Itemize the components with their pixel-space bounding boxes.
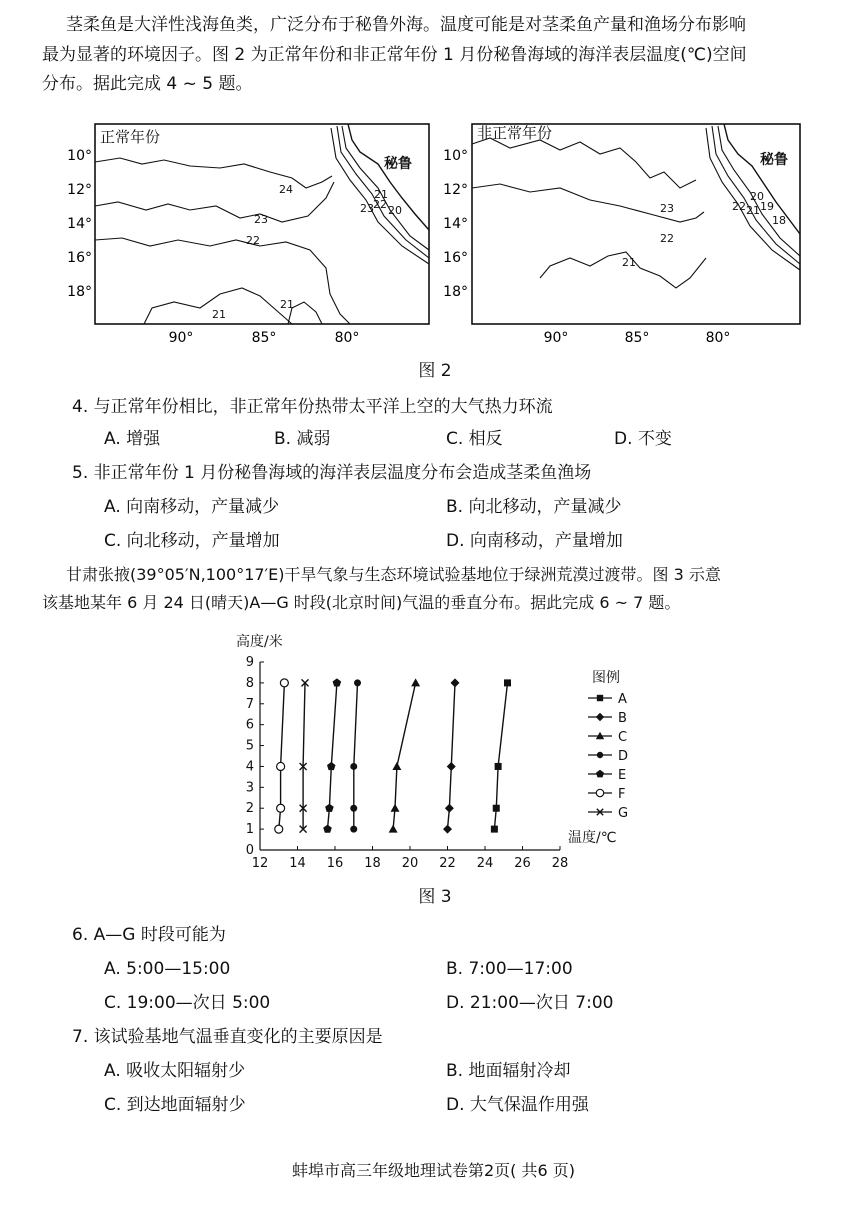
legend-label-f: F [618, 787, 626, 802]
lat-left-10: 10° [67, 148, 92, 164]
point-c-4m [392, 762, 401, 770]
q6-option-c[interactable]: C. 19:00—次日 5:00 [104, 993, 271, 1013]
figure2-maps [60, 118, 810, 358]
q7-stem: 7. 该试验基地气温垂直变化的主要原因是 [72, 1027, 383, 1047]
lat-left-16: 16° [67, 250, 92, 266]
lat-left-14: 14° [67, 216, 92, 232]
lon-left-85: 85° [251, 330, 277, 346]
iso-label-right-22b: 22 [732, 200, 746, 213]
legend-marker-a [597, 695, 603, 701]
y-tick-label: 8 [245, 675, 254, 691]
q5-stem: 5. 非正常年份 1 月份秘鲁海域的海洋表层温度分布会造成茎柔鱼渔场 [72, 463, 592, 483]
intro-paragraph-1 [42, 16, 832, 95]
y-tick-label: 6 [245, 717, 254, 733]
q5-option-d[interactable]: D. 向南移动，产量增加 [446, 531, 623, 551]
q7-option-b[interactable]: B. 地面辐射冷却 [446, 1061, 571, 1081]
y-axis-label: 高度/米 [236, 634, 283, 650]
x-tick-label: 24 [476, 856, 494, 871]
legend-marker-d [597, 752, 603, 758]
legend-marker-e [596, 770, 604, 778]
iso-label-left-21a: 21 [212, 308, 226, 321]
point-d-1m [350, 826, 357, 833]
iso-label-left-22b: 22 [373, 198, 387, 211]
point-c-8m [411, 678, 420, 686]
x-tick-label: 12 [251, 856, 269, 871]
figure2-caption: 图 2 [418, 361, 452, 381]
lat-right-12: 12° [443, 182, 468, 198]
iso-label-right-19: 19 [760, 200, 774, 213]
lat-left-18: 18° [67, 284, 92, 300]
q7-option-c[interactable]: C. 到达地面辐射少 [104, 1095, 246, 1115]
q4-option-c[interactable]: C. 相反 [446, 429, 503, 449]
q4-option-a[interactable]: A. 增强 [104, 429, 161, 449]
iso-label-right-22a: 22 [660, 232, 674, 245]
y-tick-label: 7 [245, 696, 254, 712]
point-f-1m [275, 825, 283, 833]
q6-option-b[interactable]: B. 7:00—17:00 [446, 959, 573, 979]
iso-label-left-24: 24 [279, 183, 293, 196]
iso-label-right-23a: 23 [660, 202, 674, 215]
q7-option-d[interactable]: D. 大气保温作用强 [446, 1095, 589, 1115]
lon-left-90: 90° [168, 330, 194, 346]
point-f-2m [277, 804, 285, 812]
point-e-8m [333, 678, 342, 686]
x-tick-label: 14 [289, 856, 306, 871]
iso-label-left-21b: 21 [280, 298, 294, 311]
lon-right-90: 90° [543, 330, 569, 346]
iso-label-right-21b: 21 [746, 204, 760, 217]
abnormal-year-title: 非正常年份 [477, 124, 553, 142]
legend-marker-b [596, 713, 604, 721]
point-f-8m [280, 679, 288, 687]
point-a-1m [491, 826, 498, 833]
q4-option-b[interactable]: B. 减弱 [274, 429, 331, 449]
iso-label-left-22a: 22 [246, 234, 260, 247]
iso-label-right-20: 20 [750, 190, 764, 203]
normal-year-map [67, 124, 429, 346]
abnormal-year-map [443, 124, 800, 346]
q6-stem: 6. A—G 时段可能为 [72, 925, 226, 945]
point-b-4m [447, 762, 456, 771]
x-tick-label: 26 [514, 856, 531, 871]
y-tick-label: 1 [245, 822, 254, 838]
x-axis-label: 温度/℃ [568, 830, 617, 846]
point-a-4m [495, 763, 502, 770]
lat-right-16: 16° [443, 250, 468, 266]
point-e-1m [323, 825, 332, 833]
point-d-2m [350, 805, 357, 812]
y-tick-label: 2 [245, 801, 254, 817]
x-tick-label: 18 [364, 856, 381, 871]
y-tick-label: 4 [245, 759, 254, 775]
q5-option-a[interactable]: A. 向南移动，产量减少 [104, 497, 280, 517]
q7-option-a[interactable]: A. 吸收太阳辐射少 [104, 1061, 246, 1081]
page-footer: 蚌埠市高三年级地理试卷第2页( 共6 页) [291, 1161, 576, 1180]
point-b-1m [443, 825, 452, 834]
y-tick-label: 9 [245, 655, 254, 670]
peru-label-right: 秘鲁 [760, 152, 788, 168]
legend-label-e: E [618, 768, 627, 783]
intro-paragraph-2 [42, 566, 832, 613]
intro1-line2: 最为显著的环境因子。图 2 为正常年份和非正常年份 1 月份秘鲁海域的海洋表层温度(℃)空间 [42, 44, 747, 65]
legend-label-d: D [618, 749, 629, 764]
point-a-2m [493, 805, 500, 812]
iso-label-left-21c: 21 [374, 188, 388, 201]
y-tick-label: 5 [245, 738, 254, 754]
lat-right-18: 18° [443, 284, 468, 300]
q5-option-b[interactable]: B. 向北移动，产量减少 [446, 497, 622, 517]
iso-label-left-20: 20 [388, 204, 402, 217]
lon-right-85: 85° [624, 330, 650, 346]
point-d-4m [350, 763, 357, 770]
normal-year-title: 正常年份 [100, 128, 161, 146]
point-a-8m [504, 679, 511, 686]
iso-label-left-23a: 23 [254, 213, 268, 226]
intro1-line1: 茎柔鱼是大洋性浅海鱼类，广泛分布于秘鲁外海。温度可能是对茎柔鱼产量和渔场分布影响 [66, 15, 746, 35]
lon-left-80: 80° [334, 330, 360, 346]
y-tick-label: 3 [245, 780, 254, 796]
lat-right-10: 10° [443, 148, 468, 164]
legend-label-b: B [618, 711, 627, 726]
intro2-line1: 甘肃张掖(39°05′N,100°17′E)干旱气象与生态环境试验基地位于绿洲荒漠过渡带。图 3 示意 [66, 565, 721, 584]
lat-right-14: 14° [443, 216, 468, 232]
y-tick-label: 0 [245, 843, 254, 858]
point-c-1m [389, 825, 398, 833]
point-b-8m [451, 678, 460, 687]
q5-option-c[interactable]: C. 向北移动，产量增加 [104, 531, 280, 551]
x-tick-label: 16 [326, 856, 344, 871]
q6-option-d[interactable]: D. 21:00—次日 7:00 [446, 993, 614, 1013]
point-d-8m [354, 679, 361, 686]
peru-label-left: 秘鲁 [384, 156, 412, 172]
iso-label-left-23b: 23 [360, 202, 374, 215]
q4-option-d[interactable]: D. 不变 [614, 429, 672, 449]
q4-stem: 4. 与正常年份相比，非正常年份热带太平洋上空的大气热力环流 [72, 397, 553, 417]
point-e-2m [325, 804, 334, 812]
legend-title: 图例 [592, 670, 620, 686]
x-tick-label: 20 [401, 856, 419, 871]
point-e-4m [327, 762, 336, 770]
figure3-chart [226, 630, 646, 880]
legend-label-g: G [618, 806, 629, 821]
lon-right-80: 80° [705, 330, 731, 346]
point-c-2m [391, 804, 400, 812]
x-tick-label: 28 [551, 856, 569, 871]
legend-marker-f [596, 789, 603, 796]
intro2-line2: 该基地某年 6 月 24 日(晴天)A—G 时段(北京时间)气温的垂直分布。据此完成 6 ~ 7 题。 [42, 593, 681, 613]
x-tick-label: 22 [439, 856, 456, 871]
figure3-caption: 图 3 [418, 887, 452, 907]
legend-label-a: A [618, 692, 627, 707]
point-b-2m [445, 804, 454, 813]
lat-left-12: 12° [67, 182, 92, 198]
intro1-line3: 分布。据此完成 4 ~ 5 题。 [42, 74, 253, 95]
legend-label-c: C [618, 730, 628, 745]
point-f-4m [277, 762, 285, 770]
iso-label-right-18: 18 [772, 214, 786, 227]
q6-option-a[interactable]: A. 5:00—15:00 [104, 959, 231, 979]
iso-label-right-21a: 21 [622, 256, 636, 269]
